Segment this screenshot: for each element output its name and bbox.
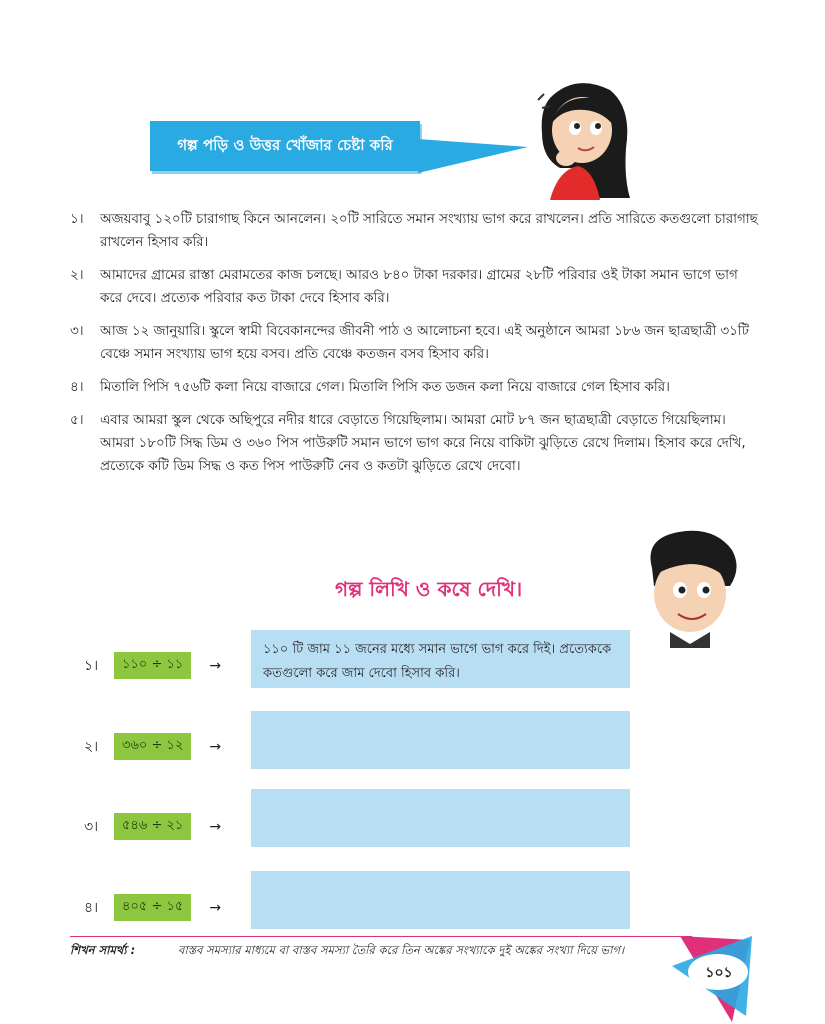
problem-number: ২। — [70, 268, 84, 283]
row-number: ৩। — [84, 818, 99, 835]
learning-outcome-label: শিখন সামর্থ্য : — [70, 943, 136, 957]
problem-text: অজয়বাবু ১২০টি চারাগাছ কিনে আনলেন। ২০টি সারিতে সমান সংখ্যায় ভাগ করে রাখলেন। প্রতি সারিতে কতগুলো চারাগাছ রাখলেন হিসাব করি। — [100, 212, 758, 250]
arrow-icon: → — [209, 899, 222, 916]
answer-box[interactable] — [251, 871, 630, 929]
problem-text: আজ ১২ জানুয়ারি। স্কুলে স্বামী বিবেকানন্দের জীবনী পাঠ ও আলোচনা হবে। এই অনুষ্ঠানে আমরা ১৮৬ জন ছাত্রছাত্রী ৩১টি বেঞ্চে সমান সংখ্যায় ভাগ হয়ে বসব। প্রতি বেঞ্চে কতজন বসব হিসাব করি। — [100, 324, 749, 362]
problem-item — [70, 376, 760, 399]
problem-item — [70, 264, 760, 310]
problem-number: ৩। — [70, 324, 84, 339]
division-expression: ৪০৫ ÷ ১৫ — [114, 894, 191, 921]
problem-item — [70, 208, 760, 254]
story-banner: গল্প পড়ি ও উত্তর খোঁজার চেষ্টা করি — [150, 121, 420, 171]
answer-text — [251, 711, 630, 719]
problem-number: ৫। — [70, 413, 84, 428]
problem-text: এবার আমরা স্কুল থেকে অছিপুরে নদীর ধারে বেড়াতে গিয়েছিলাম। আমরা মোট ৮৭ জন ছাত্রছাত্রী বেড়াতে গিয়েছিলাম। আমরা ১৮০টি সিদ্ধ ডিম ও ৩৬০ পিস পাউরুটি সমান ভাগে ভাগ করে নিয়ে বাকিটা ঝুড়িতে রেখে দিলাম। হিসাব করে দেখি, প্রত্যেকে কটি ডিম সিদ্ধ ও কত পিস পাউরুটি নেব ও কতটা ঝুড়িতে রেখে দেবো। — [100, 413, 746, 474]
problem-item — [70, 320, 760, 366]
page-number: ১০১ — [705, 965, 733, 981]
problem-item — [70, 409, 760, 478]
problem-text: আমাদের গ্রামের রাস্তা মেরামতের কাজ চলছে। আরও ৮৪০ টাকা দরকার। গ্রামের ২৮টি পরিবার ওই টাকা সমান ভাগে ভাগ করে দেবে। প্রত্যেক পরিবার কত টাকা দেবে হিসাব করি। — [100, 268, 738, 306]
problem-number: ১। — [70, 212, 84, 227]
learning-outcome-text: বাস্তব সমস্যার মাধ্যমে বা বাস্তব সমস্যা তৈরি করে তিন অঙ্কের সংখ্যাকে দুই অঙ্কের সংখ্যা দিয়ে ভাগ। — [178, 943, 625, 957]
answer-text — [251, 871, 630, 879]
row-number: ৪। — [84, 899, 99, 916]
exercise-row — [84, 652, 221, 679]
arrow-icon: → — [209, 738, 222, 755]
speech-tail — [418, 139, 528, 173]
arrow-icon: → — [209, 818, 222, 835]
exercise-row — [84, 894, 221, 921]
problem-number: ৪। — [70, 380, 84, 395]
exercise-row — [84, 733, 221, 760]
girl-illustration — [520, 78, 638, 200]
problem-list — [70, 208, 760, 488]
answer-box[interactable] — [251, 789, 630, 847]
footer — [70, 941, 680, 959]
arrow-icon: → — [209, 657, 222, 674]
row-number: ২। — [84, 738, 99, 755]
answer-box[interactable] — [251, 711, 630, 769]
answer-box[interactable] — [251, 630, 630, 688]
boy-illustration — [634, 528, 744, 648]
footer-divider — [70, 936, 692, 937]
division-expression: ৩৬০ ÷ ১২ — [114, 733, 191, 760]
division-expression: ৫৪৬ ÷ ২১ — [114, 813, 191, 840]
answer-text — [251, 789, 630, 797]
division-expression: ১১০ ÷ ১১ — [114, 652, 191, 679]
section-heading: গল্প লিখি ও কষে দেখি। — [335, 577, 523, 601]
answer-text: ১১০ টি জাম ১১ জনের মধ্যে সমান ভাগে ভাগ করে দিই। প্রত্যেককে কতগুলো করে জাম দেবো হিসাব করি। — [263, 642, 612, 681]
row-number: ১। — [84, 657, 99, 674]
problem-text: মিতালি পিসি ৭৫৬টি কলা নিয়ে বাজারে গেল। মিতালি পিসি কত ডজন কলা নিয়ে বাজারে গেল হিসাব করি। — [100, 380, 670, 395]
exercise-row — [84, 813, 221, 840]
